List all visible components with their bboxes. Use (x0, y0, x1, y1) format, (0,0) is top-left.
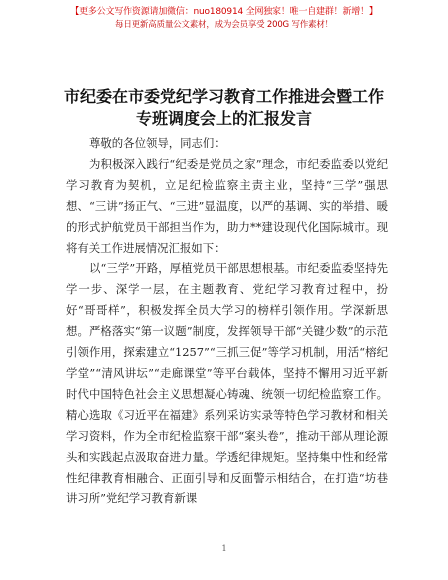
promo-banner-line1: 【更多公文写作资源请加微信：nuo180914 全网独家！唯一自建群！新增！】 (70, 7, 378, 17)
promo-banner (0, 6, 448, 32)
salutation: 尊敬的各位领导，同志们： (89, 136, 226, 150)
promo-banner-line2: 每日更新高质量公文素材，成为会员享受 200G 写作素材！ (115, 20, 333, 30)
paragraph-intro: 为积极深入践行“纪委是党员之家”理念，市纪委监委以党纪学习教育为契机，立足纪检监察主责主业，坚持“三学”强思想、“三讲”扬正气、“三进”显温度，以严的基调、实的举措、暖的形式护航党员干部担当作为，助力**建设现代化国际城市。现将有关工作进展情况汇报如下： (66, 156, 388, 255)
title-line2: 专班调度会上的汇报发言 (135, 109, 312, 128)
document-body (66, 133, 388, 509)
paragraph-three-studies: 以“三学”开路，厚植党员干部思想根基。市纪委监委坚持先学一步、深学一层，在主题教育、党纪学习教育过程中，扮好“哥哥样”，积极发挥全员大学习的榜样引领作用。学深新思想。严格落实“第一议题”制度，发挥领导干部“关键少数”的示范引领作用，探索建立“1257”“三抓三促”等学习机制，用活“榕纪学堂”“清风讲坛”“走廊课堂”等平台载体，坚持不懈用习近平新时代中国特色社会主义思想凝心铸魂、统领一切纪检监察工作。精心选取《习近平在福建》系列采访实录等特色学习教材和相关学习资料，作为全市纪检监察干部“案头卷”，推动干部从理论源头和实践起点汲取奋进力量。学透纪律规矩。坚持集中性和经常性纪律教育相融合、正面引导和反面警示相结合，在打造“坊巷讲习所”党纪学习教育新课 (66, 261, 388, 506)
title-line1: 市纪委在市委党纪学习教育工作推进会暨工作 (63, 87, 384, 106)
page-number: 1 (221, 544, 227, 553)
document-title (0, 86, 448, 130)
